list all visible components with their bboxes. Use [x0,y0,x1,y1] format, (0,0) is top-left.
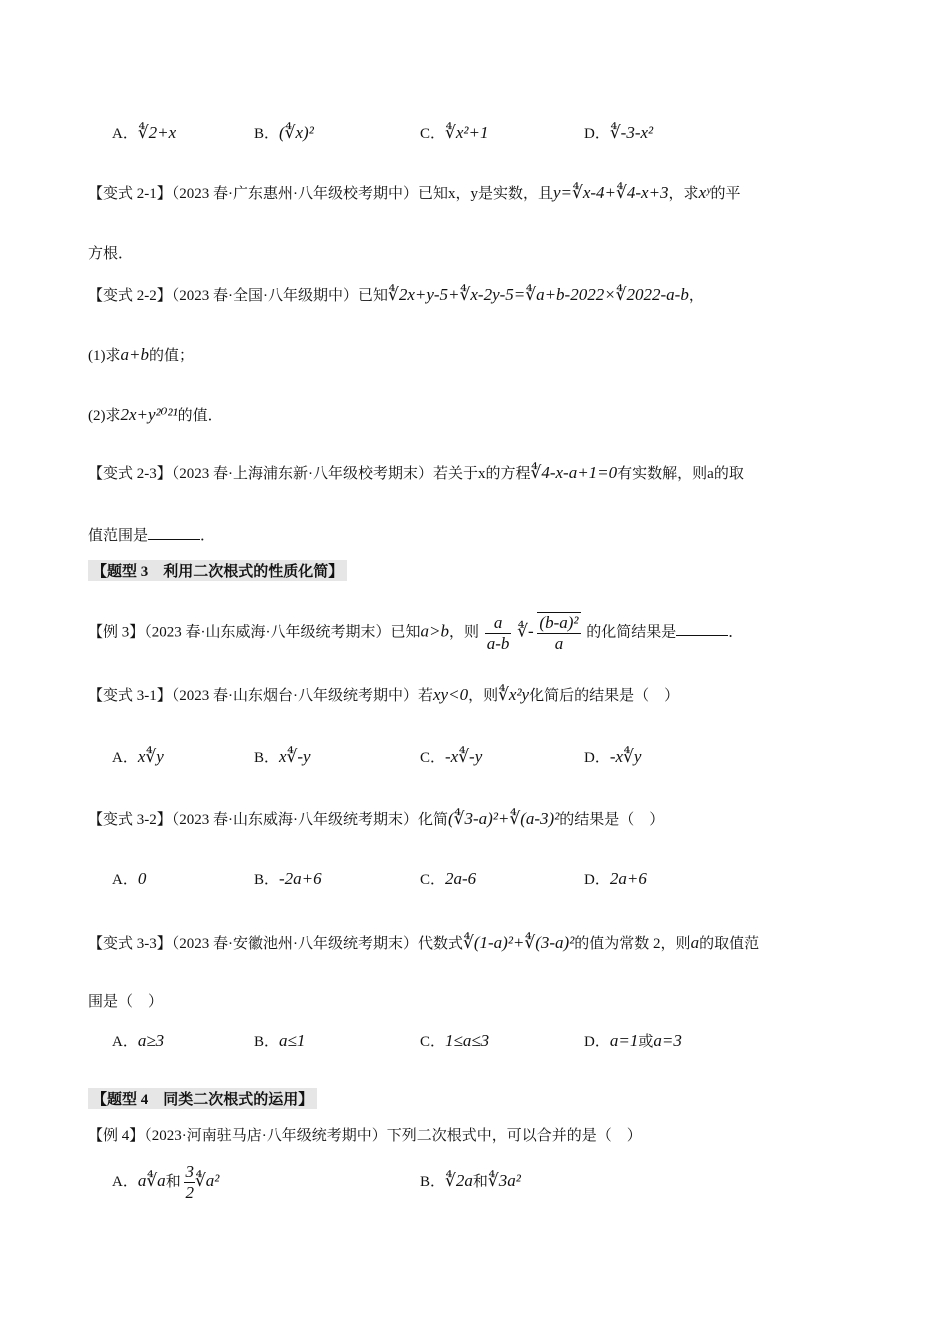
variant-3-2: 【变式 3-2】（2023 春·山东威海·八年级统考期末）化简(∜3-a)²+∜(a-3)²的结果是（ ） [88,809,665,828]
sub-question-1: (1)求a+b的值； [88,345,194,364]
option-c: C．2a-6 [420,869,477,888]
option-a: A．a∜a和 $\frac{3}{2}$ ∜a² [112,1162,220,1202]
fraction: $\frac{3}{2}$ [185,1162,194,1202]
variant-3-3-cont: 围是（ ） [88,994,164,1010]
variant-2-1-cont: 方根． [88,246,134,262]
math-expression: ∜2+x [137,123,177,142]
option-d: D．∜-3-x² [584,123,654,142]
option-a: A．a≥3 [112,1031,165,1050]
section-heading-3: 【题型 3 利用二次根式的性质化简】 [88,560,347,581]
option-a: A．0 [112,869,147,888]
option-b: B．(∜x)² [254,123,314,142]
variant-2-2: 【变式 2-2】（2023 春·全国·八年级期中）已知∜2x+y-5+∜x-2y-5=∜a+b-2022×∜2022-a-b， [88,285,704,304]
section-heading-4: 【题型 4 同类二次根式的运用】 [88,1088,317,1109]
inner-fraction: $\frac{\text{(b-a)²}}{a}$ [539,613,579,653]
option-c: C．∜x²+1 [420,123,489,142]
option-d: D．a=1或a=3 [584,1031,682,1050]
option-b: B．-2a+6 [254,869,322,888]
sub-question-2: (2)求2x+y²⁰²¹的值． [88,405,223,424]
math-expression: ∜-3-x² [609,123,654,142]
option-b: B．x∜-y [254,747,311,766]
variant-3-1: 【变式 3-1】（2023 春·山东烟台·八年级统考期中）若xy<0，则∜x²y化简后的结果是（ ） [88,685,680,704]
fraction: $\frac{a}{a-b}$ [486,612,510,653]
variant-2-3-cont: 值范围是 ． [88,528,216,544]
option-a: A．∜2+x [112,123,177,142]
option-c: C．1≤a≤3 [420,1031,490,1050]
math-expression: ∜x²+1 [445,123,489,142]
example-3: 【例 3】（2023 春·山东威海·八年级统考期末）已知a>b，则 $\frac{a}{a-b}$ ∜- $\frac{\text{(b-a)²}}{a}$ 的化简结果是 ． [88,612,744,653]
variant-3-3: 【变式 3-3】（2023 春·安徽池州·八年级统考期末）代数式∜(1-a)²+∜(3-a)²的值为常数 2，则a的取值范 [88,933,760,952]
option-b: B．a≤1 [254,1031,306,1050]
option-b: B．∜2a和∜3a² [420,1171,521,1190]
radical-icon: ∜- [517,621,534,641]
math-expression: (∜x)² [279,123,314,142]
variant-2-1: 【变式 2-1】（2023 春·广东惠州·八年级校考期中）已知x，y是实数，且y=∜x-4+∜4-x+3，求xʸ的平 [88,183,741,202]
option-c: C．-x∜-y [420,747,483,766]
option-d: D．2a+6 [584,869,647,888]
variant-2-3: 【变式 2-3】（2023 春·上海浦东新·八年级校考期末）若关于x的方程∜4-x-a+1=0有实数解，则a的取 [88,463,744,482]
option-d: D．-x∜y [584,747,642,766]
example-4: 【例 4】（2023·河南驻马店·八年级统考期中）下列二次根式中，可以合并的是（ ） [88,1128,642,1144]
answer-blank [148,527,200,540]
option-a: A．x∜y [112,747,164,766]
answer-blank [676,623,728,636]
